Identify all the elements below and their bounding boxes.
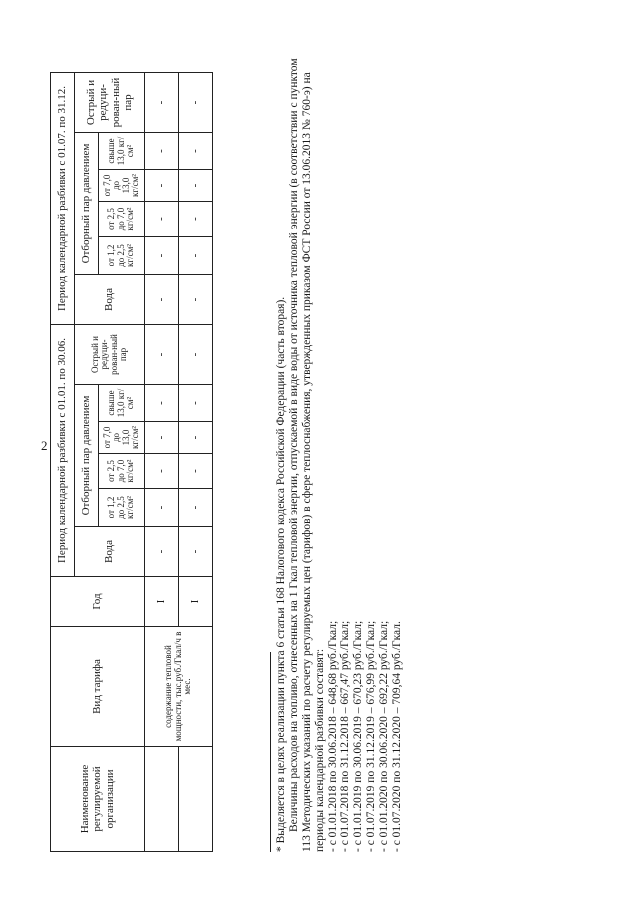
value-cell: - bbox=[179, 170, 213, 202]
header-p1-2: от 1,2 до 2,5 кг/см² bbox=[99, 237, 145, 275]
header-p3-1: от 7,0 до 13,0 кг/см² bbox=[99, 422, 145, 454]
header-p1-1: от 1,2 до 2,5 кг/см² bbox=[99, 489, 145, 527]
value-cell: - bbox=[145, 133, 179, 170]
value-cell: - bbox=[145, 527, 179, 577]
header-p2-1: от 2,5 до 7,0 кг/см² bbox=[99, 454, 145, 489]
header-year: Год bbox=[51, 577, 145, 627]
year-cell: I bbox=[179, 577, 213, 627]
value-cell: - bbox=[145, 454, 179, 489]
footnote-star: * Выделяется в целях реализации пункта 6 статьи 168 Налогового кодекса Российской Федерации (часть вторая). bbox=[275, 296, 287, 852]
value-cell: - bbox=[145, 202, 179, 237]
header-steam-2: Отборный пар давлением bbox=[75, 133, 99, 275]
org-cell bbox=[145, 747, 179, 852]
fuel-cost-paragraph: Величины расходов на топливо, отнесенных на 1 Гкал тепловой энергии, отпускаемой в виде воды от источника тепловой энергии (в соответствии с пунктом 113 Методических указаний по расчету регулируемых цен (тарифов) в сфере теплоснабжения, утвержденных приказом ФСТ России от 13.06.2013 № 760-э) на периоды календарной разбивки составят: bbox=[287, 58, 326, 852]
header-p4-2: свыше 13,0 кг/см² bbox=[99, 133, 145, 170]
value-cell: - bbox=[145, 73, 179, 133]
value-cell: - bbox=[179, 489, 213, 527]
list-item: - с 01.07.2019 по 31.12.2019 – 676,99 руб./Гкал; bbox=[365, 620, 378, 852]
org-cell bbox=[179, 747, 213, 852]
header-tariff-type: Вид тарифа bbox=[51, 627, 145, 747]
value-cell: - bbox=[145, 385, 179, 422]
header-period-2: Период календарной разбивки с 01.07. по 31.12. bbox=[51, 73, 75, 325]
list-item: - с 01.01.2019 по 30.06.2019 – 670,23 руб./Гкал; bbox=[352, 620, 365, 852]
value-cell: - bbox=[145, 275, 179, 325]
value-cell: - bbox=[145, 325, 179, 385]
value-cell: - bbox=[179, 527, 213, 577]
list-item: - с 01.01.2018 по 30.06.2018 – 648,68 руб./Гкал; bbox=[326, 620, 339, 852]
value-cell: - bbox=[145, 237, 179, 275]
table-row bbox=[145, 73, 179, 852]
header-sharp-steam-2: Острый и редуци-рован-ный пар bbox=[75, 73, 145, 133]
footnotes bbox=[270, 52, 404, 852]
value-cell: - bbox=[179, 385, 213, 422]
value-cell: - bbox=[145, 170, 179, 202]
value-cell: - bbox=[179, 73, 213, 133]
value-cell: - bbox=[179, 202, 213, 237]
value-cell: - bbox=[145, 422, 179, 454]
value-cell: - bbox=[179, 454, 213, 489]
list-item: - с 01.07.2020 по 31.12.2020 – 709,64 руб./Гкал. bbox=[390, 621, 403, 852]
header-period-1: Период календарной разбивки с 01.01. по 30.06. bbox=[51, 325, 75, 577]
tariff-name-cell: содержание тепловой мощности, тыс.руб./Гкал/ч в мес. bbox=[145, 627, 213, 747]
header-water-2: Вода bbox=[75, 275, 145, 325]
header-water-1: Вода bbox=[75, 527, 145, 577]
page-number: 2 bbox=[41, 438, 48, 453]
header-sharp-steam-1: Острый и редуци-рован-ный пар bbox=[75, 325, 145, 385]
header-org-name: Наименование регулируемой организации bbox=[51, 747, 145, 852]
value-cell: - bbox=[179, 275, 213, 325]
header-p3-2: от 7,0 до 13,0 кг/см² bbox=[99, 170, 145, 202]
value-cell: - bbox=[179, 133, 213, 170]
list-item: - с 01.07.2018 по 31.12.2018 – 667,47 руб./Гкал; bbox=[339, 620, 352, 852]
value-cell: - bbox=[179, 237, 213, 275]
value-cell: - bbox=[145, 489, 179, 527]
footnote-divider bbox=[270, 652, 271, 852]
value-cell: - bbox=[179, 422, 213, 454]
header-p4-1: свыше 13,0 кг/см² bbox=[99, 385, 145, 422]
list-item: - с 01.01.2020 по 30.06.2020 – 692,22 руб./Гкал; bbox=[378, 620, 390, 852]
period-list bbox=[327, 52, 404, 852]
value-cell: - bbox=[179, 325, 213, 385]
rotated-page-content bbox=[50, 52, 630, 852]
header-steam-1: Отборный пар давлением bbox=[75, 385, 99, 527]
year-cell: I bbox=[145, 577, 179, 627]
header-p2-2: от 2,5 до 7,0 кг/см² bbox=[99, 202, 145, 237]
tariff-table bbox=[50, 72, 213, 852]
